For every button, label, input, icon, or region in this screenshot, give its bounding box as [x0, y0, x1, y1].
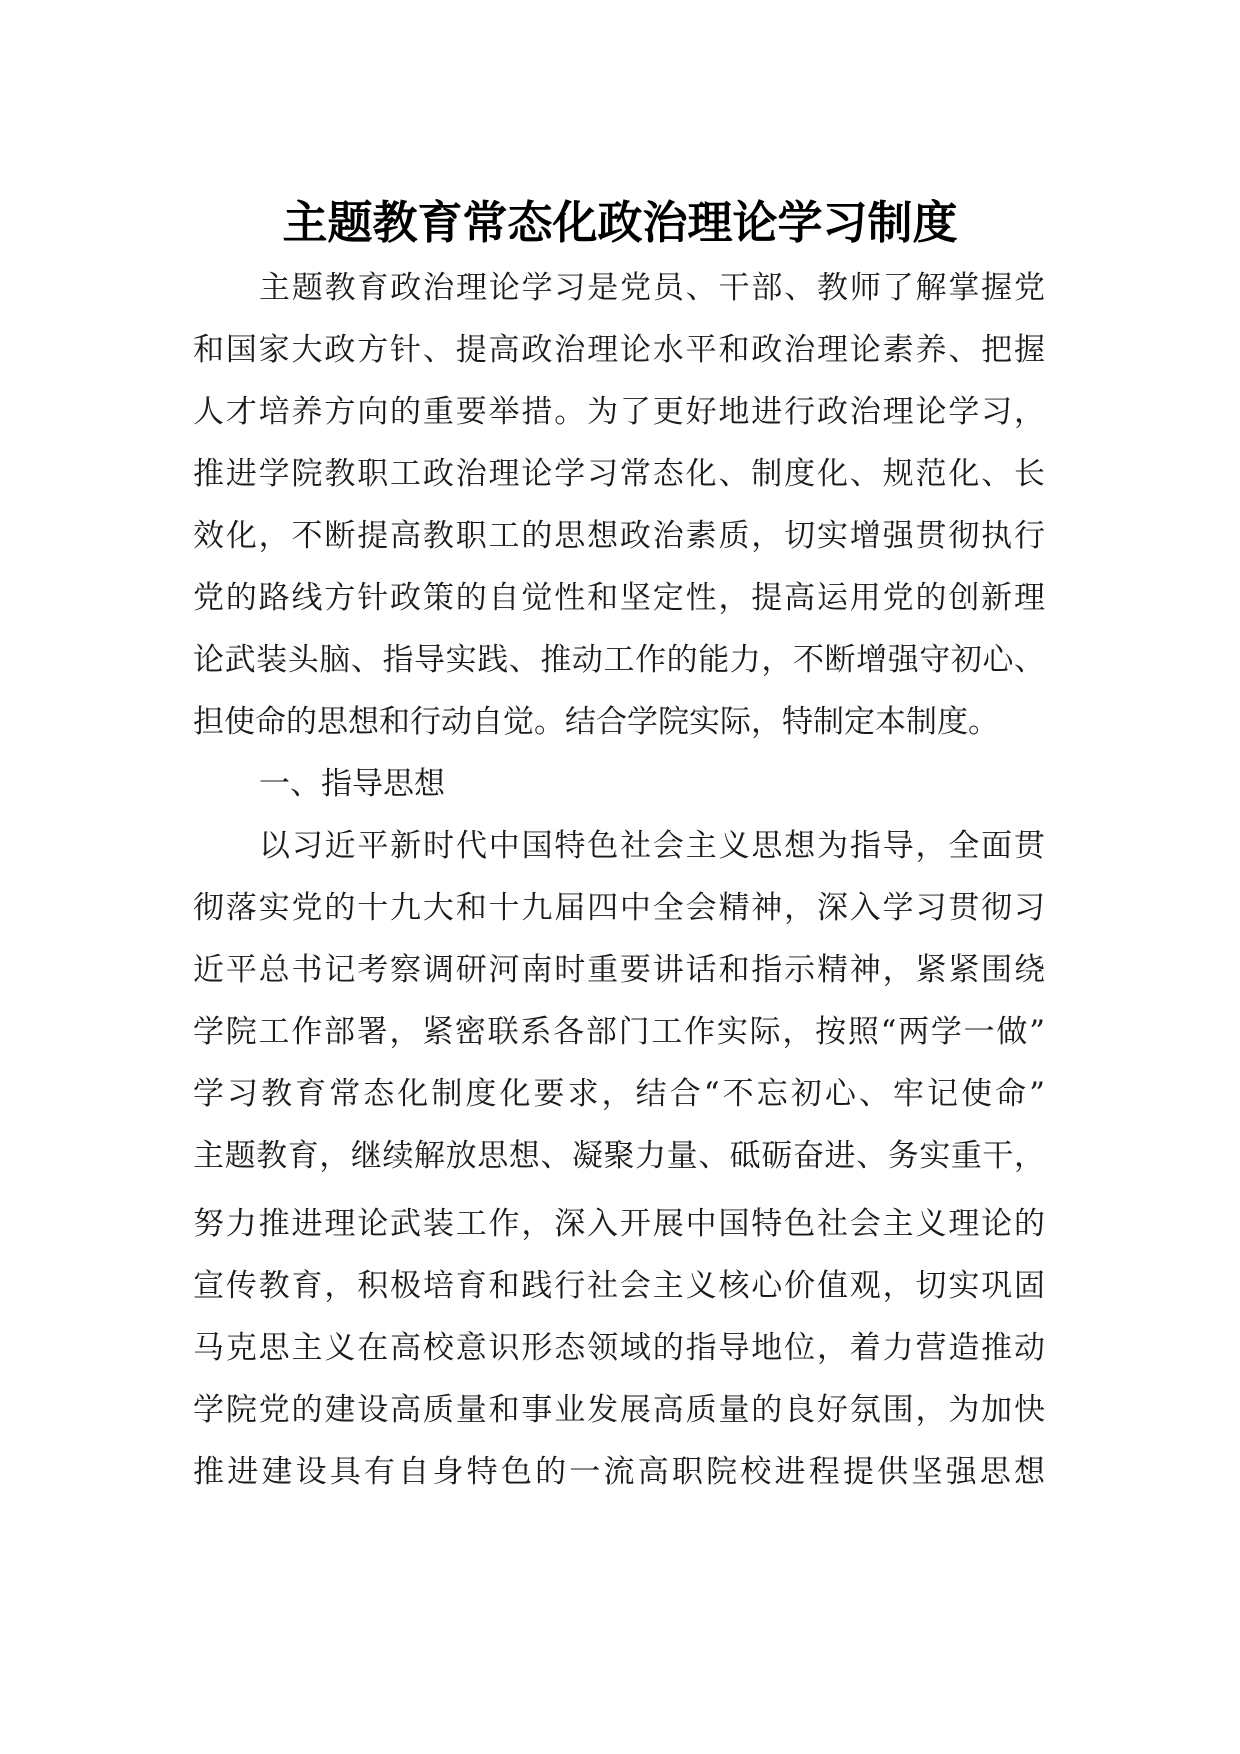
- section-line: 近平总书记考察调研河南时重要讲话和指示精神，紧紧围绕: [193, 952, 1045, 988]
- intro-line: 论武装头脑、指导实践、推动工作的能力，不断增强守初心、: [193, 642, 1045, 678]
- intro-line: 党的路线方针政策的自觉性和坚定性，提高运用党的创新理: [193, 580, 1045, 616]
- intro-line: 主题教育政治理论学习是党员、干部、教师了解掌握党: [259, 270, 1045, 306]
- section-line: 主题教育，继续解放思想、凝聚力量、砥砺奋进、务实重干，: [193, 1138, 1045, 1174]
- section-line: 学院工作部署，紧密联系各部门工作实际，按照“两学一做”: [193, 1014, 1045, 1050]
- intro-line: 效化，不断提高教职工的思想政治素质，切实增强贯彻执行: [193, 518, 1045, 554]
- intro-line: 担使命的思想和行动自觉。结合学院实际，特制定本制度。: [193, 704, 999, 740]
- section-line: 宣传教育，积极培育和践行社会主义核心价值观，切实巩固: [193, 1268, 1045, 1304]
- section-line: 以习近平新时代中国特色社会主义思想为指导，全面贯: [259, 828, 1045, 864]
- section-line: 学院党的建设高质量和事业发展高质量的良好氛围，为加快: [193, 1392, 1045, 1428]
- section-line: 努力推进理论武装工作，深入开展中国特色社会主义理论的: [193, 1206, 1045, 1242]
- section-line: 彻落实党的十九大和十九届四中全会精神，深入学习贯彻习: [193, 890, 1045, 926]
- intro-line: 和国家大政方针、提高政治理论水平和政治理论素养、把握: [193, 332, 1045, 368]
- section-heading: 一、指导思想: [259, 766, 445, 802]
- intro-line: 推进学院教职工政治理论学习常态化、制度化、规范化、长: [193, 456, 1045, 492]
- section-line: 学习教育常态化制度化要求，结合“不忘初心、牢记使命”: [193, 1076, 1045, 1112]
- document-title: 主题教育常态化政治理论学习制度: [282, 196, 958, 249]
- section-line: 推进建设具有自身特色的一流高职院校进程提供坚强思想: [193, 1454, 1045, 1490]
- document-body: [193, 257, 1045, 1503]
- intro-line: 人才培养方向的重要举措。为了更好地进行政治理论学习，: [193, 394, 1045, 430]
- section-line: 马克思主义在高校意识形态领域的指导地位，着力营造推动: [193, 1330, 1045, 1366]
